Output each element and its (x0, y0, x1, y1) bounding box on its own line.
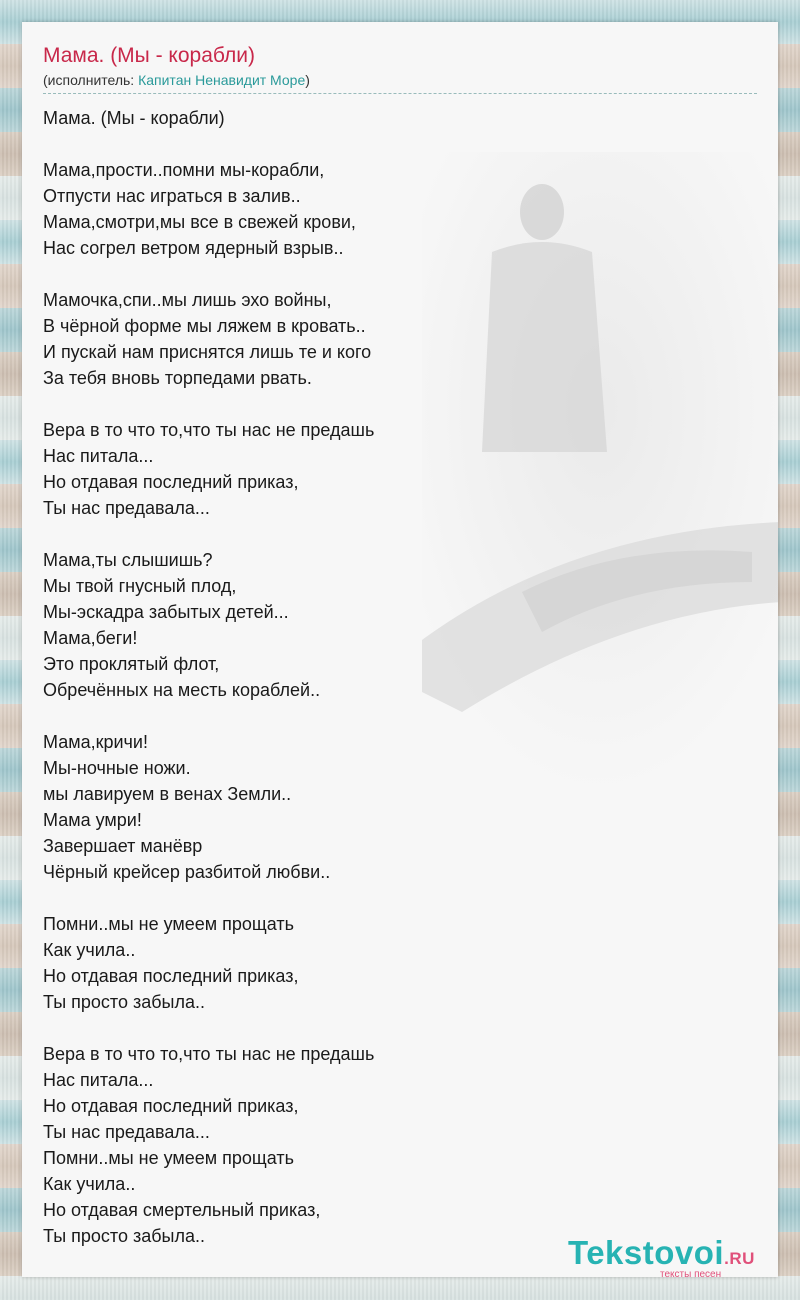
lyric-line: Мама,прости..помни мы-корабли, (43, 160, 325, 180)
lyric-line: Завершает манёвр (43, 836, 203, 856)
lyric-line: Но отдавая смертельный приказ, (43, 1200, 321, 1220)
lyric-line: Мамочка,спи..мы лишь эхо войны, (43, 290, 332, 310)
lyric-line: Мы-эскадра забытых детей... (43, 602, 289, 622)
lyric-line: В чёрной форме мы ляжем в кровать.. (43, 316, 366, 336)
performer-suffix: ) (305, 72, 310, 88)
performer-line (43, 70, 757, 94)
stanza-gap (43, 391, 757, 417)
stanza-gap (43, 1015, 757, 1041)
song-title: Мама. (Мы - корабли) (43, 44, 255, 67)
lyric-line: Мы-ночные ножи. (43, 758, 191, 778)
lyric-line: Вера в то что то,что ты нас не предашь (43, 1044, 375, 1064)
lyric-line: Мы твой гнусный плод, (43, 576, 237, 596)
lyric-line: Но отдавая последний приказ, (43, 472, 299, 492)
lyric-line: Обречённых на месть кораблей.. (43, 680, 321, 700)
logo-tagline: тексты песен (660, 1269, 722, 1277)
lyric-line: Мама,кричи! (43, 732, 148, 752)
lyric-line: Ты просто забыла.. (43, 1226, 205, 1246)
lyric-line: Отпусти нас играться в залив.. (43, 186, 301, 206)
lyric-line: Нас питала... (43, 1070, 154, 1090)
lyric-line: Мама. (Мы - корабли) (43, 108, 225, 128)
lyric-line: Нас питала... (43, 446, 154, 466)
stanza-gap (43, 261, 757, 287)
artist-link[interactable]: Капитан Ненавидит Море (138, 72, 306, 88)
site-logo[interactable] (568, 1233, 778, 1277)
lyric-line: Как учила.. (43, 940, 136, 960)
lyric-line: Как учила.. (43, 1174, 136, 1194)
performer-prefix: (исполнитель: (43, 72, 139, 88)
lyric-line: мы лавируем в венах Земли.. (43, 784, 292, 804)
lyric-line: Мама,ты слышишь? (43, 550, 213, 570)
lyric-line: Ты просто забыла.. (43, 992, 205, 1012)
lyric-line: Нас согрел ветром ядерный взрыв.. (43, 238, 344, 258)
lyric-line: Ты нас предавала... (43, 1122, 210, 1142)
song-header (43, 42, 757, 94)
logo-name: Tekstovoi (568, 1234, 725, 1271)
lyric-line: За тебя вновь торпедами рвать. (43, 368, 312, 388)
lyric-line: Помни..мы не умеем прощать (43, 914, 294, 934)
lyric-line: Помни..мы не умеем прощать (43, 1148, 294, 1168)
lyric-line: Ты нас предавала... (43, 498, 210, 518)
lyric-line: Чёрный крейсер разбитой любви.. (43, 862, 331, 882)
lyric-line: Это проклятый флот, (43, 654, 220, 674)
lyrics-text (43, 105, 757, 1249)
lyric-line: Но отдавая последний приказ, (43, 1096, 299, 1116)
lyric-line: Вера в то что то,что ты нас не предашь (43, 420, 375, 440)
stanza-gap (43, 521, 757, 547)
stanza-gap (43, 131, 757, 157)
stanza-gap (43, 703, 757, 729)
lyric-line: Мама,беги! (43, 628, 138, 648)
lyric-line: Но отдавая последний приказ, (43, 966, 299, 986)
lyrics-card (22, 22, 778, 1277)
lyric-line: Мама,смотри,мы все в свежей крови, (43, 212, 356, 232)
lyric-line: И пускай нам приснятся лишь те и кого (43, 342, 372, 362)
logo-tld: .RU (724, 1249, 755, 1268)
lyric-line: Мама умри! (43, 810, 142, 830)
stanza-gap (43, 885, 757, 911)
